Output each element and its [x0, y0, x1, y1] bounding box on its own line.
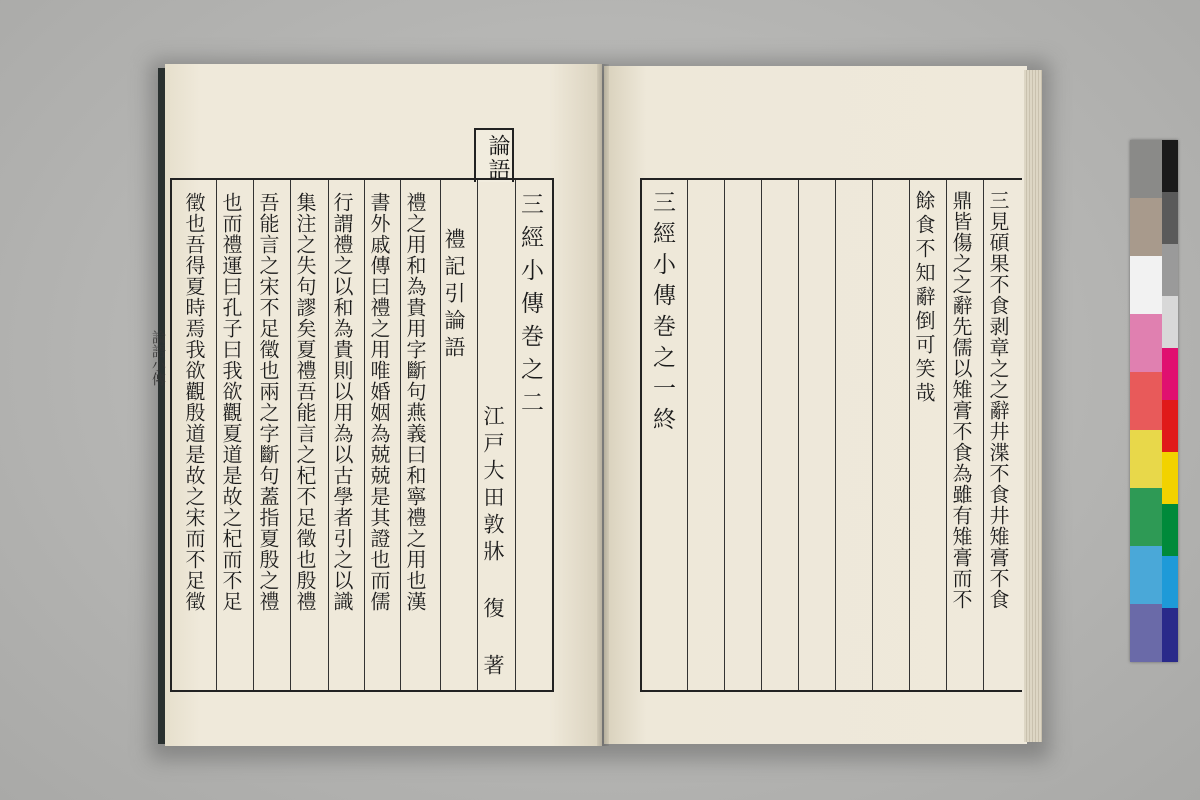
column-rule: [687, 180, 688, 690]
text-column: 集注之失句謬矣夏禮吾能言之杞不足徵也殷禮: [293, 192, 317, 612]
gray-chip: [1162, 556, 1178, 608]
text-column: 餘食不知辭倒可笑哉: [912, 190, 936, 406]
column-rule: [515, 180, 516, 690]
text-column: 也而禮運曰孔子曰我欲觀夏道是故之杞而不足: [219, 192, 243, 612]
column-rule: [440, 180, 441, 690]
book-gutter: [597, 64, 609, 746]
chapter-tab-label: 論語: [485, 134, 510, 182]
text-column: 行謂禮之以和為貴則以用為以古學者引之以識: [330, 192, 354, 612]
column-rule: [724, 180, 725, 690]
text-column: 徵也吾得夏時焉我欲觀殷道是故之宋而不足徵: [182, 192, 206, 612]
gray-chip: [1162, 140, 1178, 192]
text-column: 書外戚傳曰禮之用唯婚姻為兢兢是其證也而儒: [367, 192, 391, 612]
volume-end-title: 三經小傳巻之一終: [649, 190, 675, 438]
column-rule: [400, 180, 401, 690]
gray-chip: [1162, 608, 1178, 662]
color-chip: [1130, 430, 1162, 488]
column-rule: [364, 180, 365, 690]
gray-chip: [1162, 244, 1178, 296]
column-rule: [835, 180, 836, 690]
column-rule: [477, 180, 478, 690]
page-stack: [1024, 70, 1042, 742]
text-column: 禮之用和為貴用字斷句燕義曰和寧禮之用也漢: [403, 192, 427, 612]
column-rule: [798, 180, 799, 690]
side-tab-label: 論語小傳: [150, 330, 166, 386]
text-column: 吾能言之宋不足徵也兩之字斷句蓋指夏殷之禮: [256, 192, 280, 612]
color-chip: [1130, 546, 1162, 604]
section-heading: 禮記引論語: [442, 228, 466, 363]
text-column: 鼎皆傷之之辭先儒以雉膏不食為雖有雉膏而不: [949, 190, 973, 610]
chapter-tab: [474, 128, 514, 182]
author-line: 江戸大田敦牀 復 著: [481, 405, 505, 681]
column-rule: [290, 180, 291, 690]
color-chip: [1130, 604, 1162, 662]
column-rule: [983, 180, 984, 690]
column-rule: [216, 180, 217, 690]
color-checker: [1130, 140, 1178, 662]
color-chip: [1130, 314, 1162, 372]
gray-chip: [1162, 192, 1178, 244]
column-rule: [946, 180, 947, 690]
column-rule: [761, 180, 762, 690]
color-chip: [1130, 198, 1162, 256]
column-rule: [909, 180, 910, 690]
volume-title: 三經小傳巻之二: [517, 192, 543, 423]
text-column: 三見碩果不食剥章之之辭井渫不食井雉膏不食: [986, 190, 1010, 610]
color-chip: [1130, 256, 1162, 314]
color-chip: [1130, 372, 1162, 430]
gray-chip: [1162, 452, 1178, 504]
gray-chip: [1162, 504, 1178, 556]
column-rule: [872, 180, 873, 690]
color-chip: [1130, 488, 1162, 546]
gray-chip: [1162, 348, 1178, 400]
gray-chip: [1162, 400, 1178, 452]
gray-chip: [1162, 296, 1178, 348]
column-rule: [253, 180, 254, 690]
color-chip: [1130, 140, 1162, 198]
column-rule: [328, 180, 329, 690]
